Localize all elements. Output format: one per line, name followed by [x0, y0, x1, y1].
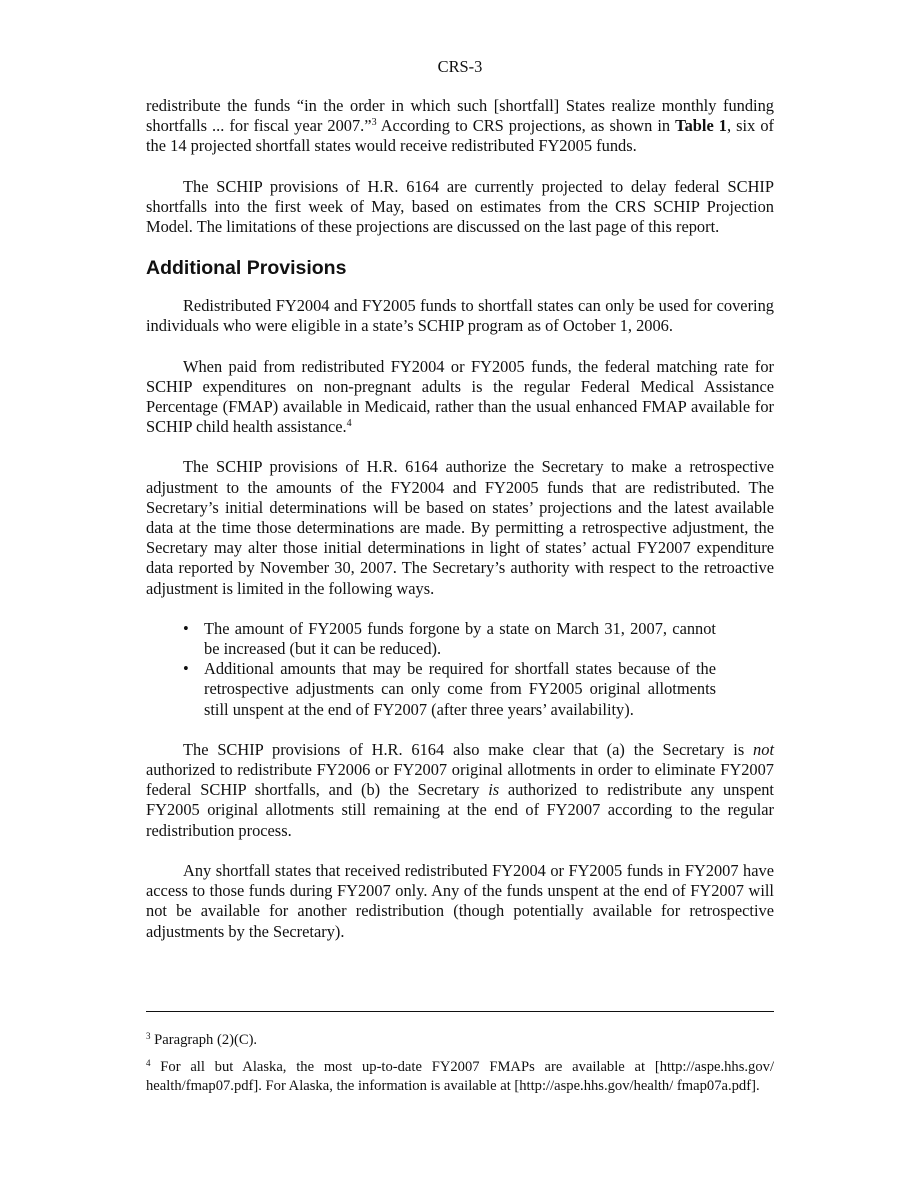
table-reference: Table 1: [675, 116, 727, 136]
paragraph-text: authorized to redistribute any unspent FY2005 original allotments still remaining at the end of FY2007 according to the regular redistribution process.: [146, 780, 774, 840]
footnote-ref-4: 4: [346, 418, 352, 430]
footnotes: [146, 1031, 774, 1096]
page-number-header: CRS-3: [437, 57, 483, 76]
bullet-icon: •: [183, 618, 189, 638]
list-item: [183, 659, 716, 720]
emphasis-is: is: [488, 780, 500, 800]
footnote-number: 4: [146, 1058, 151, 1068]
footnote-4: [146, 1058, 774, 1096]
paragraph-retrospective-adjustment: The SCHIP provisions of H.R. 6164 authorize the Secretary to make a retrospective adjustment to the amounts of the FY2004 and FY2005 funds that are redistributed. The Secretary’s initial determinations will be based on states’ projections and the latest available data at the time those determinations are made. By permitting a retrospective adjustment, the Secretary may alter those initial determinations in light of states’ actual FY2007 expenditure data reported by November 30, 2007. The Secretary’s authority with respect to the retroactive adjustment is limited in the following ways.: [146, 457, 774, 598]
list-item: [183, 618, 716, 659]
list-item-text: Additional amounts that may be required for shortfall states because of the retrospective adjustments can only come from FY2005 original allotments still unspent at the end of FY2007 (after three years’ availability).: [204, 659, 716, 719]
footnote-text: For all but Alaska, the most up-to-date FY2007 FMAPs are available at [http://aspe.hhs.gov/ health/fmap07.pdf]. For Alaska, the information is available at [http://aspe.hhs.gov/health/ fmap07a.pdf].: [146, 1059, 775, 1094]
bullet-icon: •: [183, 659, 189, 679]
footnote-divider: [146, 1011, 774, 1012]
list-item-text: The amount of FY2005 funds forgone by a state on March 31, 2007, cannot be increased (but it can be reduced).: [204, 618, 716, 659]
paragraph-redistribution-order: [146, 96, 774, 157]
section-heading: Additional Provisions: [146, 257, 347, 280]
paragraph-eligibility: Redistributed FY2004 and FY2005 funds to shortfall states can only be used for covering individuals who were eligible in a state’s SCHIP program as of October 1, 2006.: [146, 296, 774, 336]
paragraph-text: According to CRS projections, as shown in: [376, 116, 676, 136]
paragraph-text: , six of the 14 projected shortfall states would receive redistributed FY2005 funds.: [146, 116, 774, 156]
footnote-3: [146, 1031, 774, 1050]
footnote-number: 3: [146, 1031, 151, 1041]
paragraph-text: When paid from redistributed FY2004 or FY2005 funds, the federal matching rate for SCHIP expenditures on non-pregnant adults is the regular Federal Medical Assistance Percentage (FMAP) available in Medicaid, rather than the usual enhanced FMAP available for SCHIP child health assistance.: [146, 356, 774, 437]
paragraph-clarification: [146, 740, 774, 841]
paragraph-text: redistribute the funds “in the order in which such [shortfall] States realize monthly funding shortfalls ... for fiscal year 2007.”: [146, 96, 774, 136]
body-text: [146, 96, 774, 942]
paragraph-projection: The SCHIP provisions of H.R. 6164 are currently projected to delay federal SCHIP shortfalls into the first week of May, based on estimates from the CRS SCHIP Projection Model. The limitations of these projections are discussed on the last page of this report.: [146, 176, 774, 237]
paragraph-matching-rate: [146, 357, 774, 438]
bullet-list: [146, 619, 774, 720]
paragraph-text: authorized to redistribute FY2006 or FY2007 original allotments in order to eliminate FY2007 federal SCHIP shortfalls, and (b) the Secretary: [146, 760, 774, 800]
emphasis-not: not: [753, 739, 774, 759]
paragraph-text: The SCHIP provisions of H.R. 6164 also make clear that (a) the Secretary is: [183, 739, 754, 759]
footnote-ref-3: 3: [371, 117, 377, 129]
paragraph-fund-access: Any shortfall states that received redistributed FY2004 or FY2005 funds in FY2007 have access to those funds during FY2007 only. Any of the funds unspent at the end of FY2007 will not be available for another redistribution (though potentially available for retrospective adjustments by the Secretary).: [146, 860, 774, 941]
footnote-text: Paragraph (2)(C).: [154, 1032, 258, 1048]
